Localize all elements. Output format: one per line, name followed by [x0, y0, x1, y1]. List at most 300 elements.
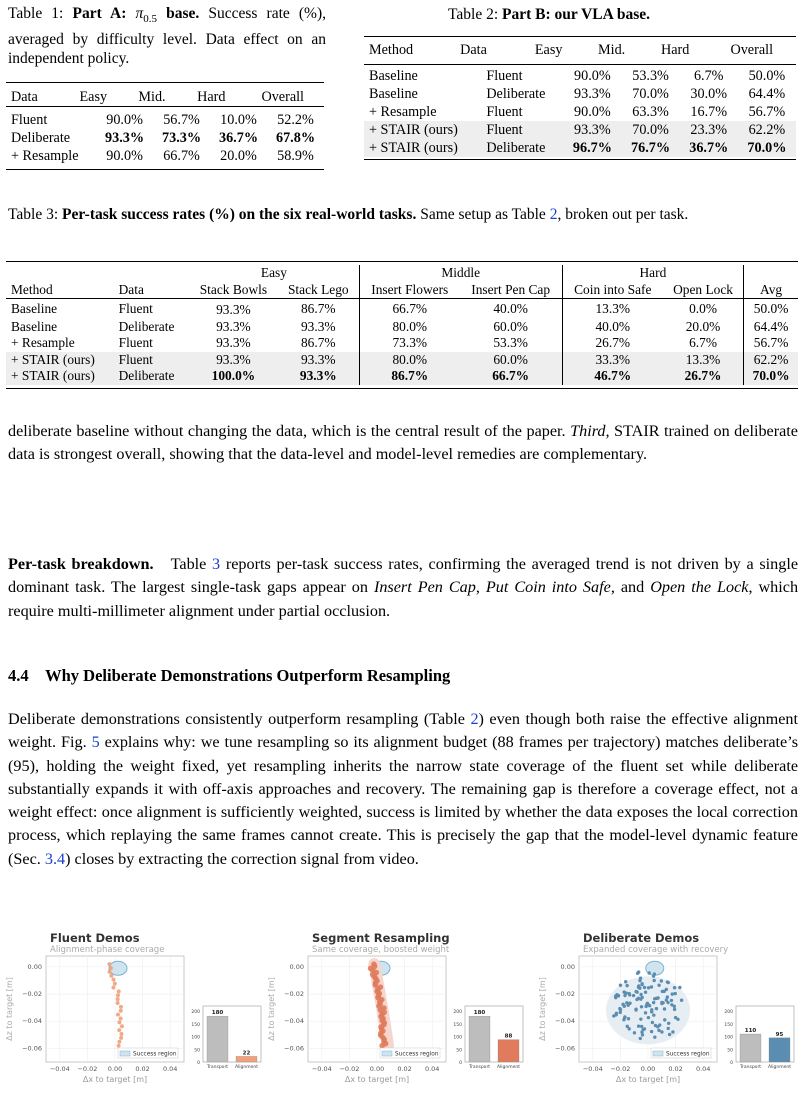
x-tick-label: 0.02	[397, 1065, 412, 1073]
bar-value-label: 88	[504, 1033, 513, 1040]
table2-cell: Deliberate	[486, 86, 546, 102]
scatter-point	[644, 1005, 647, 1008]
scatter-point	[116, 997, 120, 1001]
table3-group-header: Easy	[189, 265, 359, 282]
table3-cell: 86.7%	[359, 368, 459, 385]
scatter-point	[120, 1024, 124, 1028]
table3-cell: 40.0%	[595, 318, 631, 334]
scatter-point	[670, 999, 673, 1002]
table1-cell: 90.0%	[106, 112, 143, 128]
scatter-point	[109, 966, 113, 970]
table1-header-cell: Hard	[197, 89, 226, 105]
table1-header-cell: Data	[11, 89, 38, 105]
y-tick-label: 0.00	[27, 962, 42, 971]
table2-caption: Table 2: Part B: our VLA base.	[448, 6, 650, 23]
table2-header-cell: Method	[369, 42, 414, 58]
scatter-point	[641, 1033, 644, 1036]
scatter-point	[648, 971, 651, 974]
scatter-point	[671, 992, 674, 995]
table1-cell: 90.0%	[106, 148, 143, 164]
table3-cell: 66.7%	[460, 368, 562, 385]
scatter-point	[119, 1017, 123, 1021]
table3-cell: 100.0%	[189, 368, 278, 385]
table3-cell: 53.3%	[460, 335, 562, 352]
scatter-point	[678, 986, 681, 989]
table2-header-cell: Mid.	[598, 42, 626, 58]
scatter-point	[617, 994, 620, 997]
table-row	[6, 368, 798, 385]
bar	[769, 1038, 790, 1062]
x-tick-label: 0.04	[424, 1065, 440, 1073]
scatter-point	[663, 1018, 666, 1021]
scatter-point	[652, 979, 655, 982]
bar-y-tick-label: 0	[459, 1061, 462, 1066]
bar	[740, 1034, 761, 1062]
table1-cell: + Resample	[11, 148, 79, 164]
scatter-point	[655, 997, 658, 1000]
scatter-point	[635, 998, 638, 1001]
legend-label: Success region	[133, 1051, 177, 1058]
scatter-point	[657, 984, 660, 987]
table3-cell: 93.3%	[216, 302, 251, 317]
legend-label: Success region	[395, 1051, 439, 1058]
table3-cell: Fluent	[118, 300, 153, 316]
figure-panel	[538, 931, 794, 1084]
x-tick-label: −0.04	[49, 1065, 70, 1073]
scatter-point	[119, 1009, 123, 1013]
scatter-point	[117, 989, 121, 993]
x-tick-label: −0.02	[339, 1065, 360, 1073]
table2-cell: Fluent	[481, 121, 563, 139]
table3-cell: 0.0%	[663, 299, 744, 319]
table2-cell: + STAIR (ours)	[364, 121, 481, 139]
scatter-point	[655, 1007, 658, 1010]
table2-cell: Baseline	[369, 86, 418, 102]
bar	[207, 1016, 228, 1062]
x-tick-label: −0.02	[610, 1065, 631, 1073]
table-row	[364, 121, 796, 139]
scatter-point	[619, 984, 622, 987]
table-row	[6, 147, 324, 165]
bar	[498, 1040, 519, 1062]
scatter-point	[637, 970, 640, 973]
table3-cell: 13.3%	[663, 352, 744, 369]
scatter-point	[640, 1025, 643, 1028]
bar-category-label: Alignment	[767, 1065, 792, 1070]
table3-header-cell: Method	[11, 281, 53, 297]
table3-cell: 60.0%	[460, 352, 562, 369]
table1-header-cell: Mid.	[138, 89, 166, 105]
table2-cell: Fluent	[486, 104, 523, 120]
scatter-point	[628, 1002, 631, 1005]
table3-cell: 56.7%	[753, 335, 789, 350]
bar-y-tick-label: 50	[194, 1048, 200, 1054]
legend-swatch	[382, 1051, 392, 1056]
table3-cell: 80.0%	[392, 318, 428, 334]
scatter-point	[108, 970, 112, 974]
scatter-point	[644, 1011, 647, 1014]
bar-y-tick-label: 200	[453, 1010, 462, 1016]
table-row	[6, 299, 798, 319]
table3-cell: 20.0%	[663, 319, 744, 336]
table1-cell: 10.0%	[220, 112, 257, 128]
bar	[236, 1056, 257, 1062]
table1-cell: 52.2%	[277, 112, 314, 128]
table3-header-cell: Insert Flowers	[371, 281, 449, 297]
table3-cell: + STAIR (ours)	[6, 352, 114, 369]
table3-cell: + Resample	[11, 335, 75, 350]
table-row	[364, 139, 796, 157]
table3-header-cell: Coin into Safe	[574, 281, 652, 297]
scatter-point	[670, 1003, 673, 1006]
scatter-point	[673, 1008, 676, 1011]
scatter-point	[652, 1013, 655, 1016]
y-tick-label: −0.02	[555, 990, 575, 999]
legend-swatch	[653, 1051, 663, 1056]
table-row	[6, 352, 798, 369]
scatter-point	[633, 1031, 636, 1034]
table1-cell: Fluent	[11, 112, 48, 128]
scatter-point	[632, 994, 635, 997]
x-tick-label: −0.04	[311, 1065, 332, 1073]
table3	[6, 261, 798, 389]
scatter-point	[666, 980, 669, 983]
scatter-point	[674, 992, 677, 995]
table3-cell: 62.2%	[744, 352, 798, 369]
scatter-point	[647, 1016, 650, 1019]
table-row	[6, 111, 324, 129]
y-axis-label: Δz to target [m]	[538, 977, 547, 1041]
table1-header-cell: Easy	[79, 89, 108, 105]
table3-cell: Deliberate	[114, 368, 189, 385]
paragraph-results: deliberate baseline without changing the data, which is the central result of the paper. Third, STAIR trained on deliberate data is strongest overall, showing that the data-level and model-level remedies are complementary.	[8, 422, 798, 464]
scatter-point	[117, 1020, 121, 1024]
y-tick-label: −0.02	[284, 990, 304, 999]
table1-caption: Table 1: Part A: $\pi_{0.5}$ base. Success rate (%), averaged by difficulty level. Data effect on an independent policy.	[8, 5, 327, 68]
x-tick-label: 0.04	[695, 1065, 711, 1073]
x-axis-label: Δx to target [m]	[344, 1075, 410, 1084]
scatter-point	[107, 962, 111, 966]
x-axis-label: Δx to target [m]	[82, 1075, 148, 1084]
table-row	[364, 85, 796, 103]
y-axis-label: Δz to target [m]	[267, 977, 276, 1041]
table2-cell: 76.7%	[621, 139, 679, 157]
bar-y-tick-label: 50	[456, 1048, 462, 1054]
scatter-point	[622, 990, 625, 993]
table3-cell: + STAIR (ours)	[6, 368, 114, 385]
bar-value-label: 110	[744, 1028, 757, 1034]
y-tick-label: −0.06	[22, 1044, 42, 1053]
x-tick-label: 0.00	[369, 1065, 385, 1073]
table1-cell: 36.7%	[218, 130, 258, 146]
panel-subtitle: Expanded coverage with recovery	[583, 945, 729, 955]
table2-cell: 90.0%	[574, 68, 611, 84]
panel-subtitle: Same coverage, boosted weight	[312, 945, 450, 955]
y-tick-label: 0.00	[560, 962, 575, 971]
scatter-point	[627, 1017, 630, 1020]
table2-cell: 70.0%	[621, 121, 679, 139]
table2-cell: 30.0%	[690, 86, 728, 102]
scatter-point	[634, 990, 637, 993]
scatter-point	[651, 1021, 654, 1024]
y-axis-label: Δz to target [m]	[5, 977, 14, 1041]
scatter-point	[652, 1001, 655, 1004]
figure-coverage	[0, 928, 805, 1088]
scatter-point	[117, 1040, 121, 1044]
x-axis-label: Δx to target [m]	[615, 1075, 681, 1084]
panel-subtitle: Alignment-phase coverage	[50, 945, 165, 955]
y-tick-label: −0.06	[555, 1044, 575, 1053]
table2-cell: 63.3%	[632, 104, 669, 120]
table2-cell: 93.3%	[574, 86, 611, 102]
scatter-point	[660, 1030, 663, 1033]
table3-header-cell: Open Lock	[663, 282, 744, 299]
bar-value-label: 180	[211, 1010, 224, 1017]
scatter-point	[119, 1005, 123, 1009]
table3-cell: 50.0%	[753, 300, 789, 316]
table1-cell: 66.7%	[163, 148, 200, 164]
scatter-point	[656, 1025, 659, 1028]
table-row	[6, 319, 798, 336]
scatter-point	[625, 1001, 628, 1004]
table1-cell: 58.9%	[277, 148, 314, 164]
table2-cell: 62.2%	[738, 121, 796, 139]
table2-cell: 96.7%	[563, 139, 621, 157]
scatter-point	[625, 984, 628, 987]
scatter-point	[673, 986, 676, 989]
scatter-point	[676, 1018, 679, 1021]
scatter-point	[618, 1007, 621, 1010]
table3-cell: 93.3%	[278, 319, 360, 336]
table3-header-cell: Stack Lego	[278, 282, 360, 299]
scatter-point	[120, 1032, 124, 1036]
table3-cell: 6.7%	[663, 335, 744, 352]
bar	[469, 1016, 490, 1062]
scatter-point	[650, 1008, 653, 1011]
scatter-point	[640, 983, 643, 986]
bar-category-label: Alignment	[496, 1065, 521, 1070]
scatter-point	[640, 1005, 643, 1008]
table1-cell: 56.7%	[163, 112, 200, 128]
scatter-point	[665, 988, 668, 991]
scatter-point	[624, 980, 627, 983]
panel-title: Deliberate Demos	[583, 931, 700, 945]
table-row	[364, 67, 796, 85]
bar-y-tick-label: 150	[724, 1022, 733, 1028]
scatter-point	[634, 1008, 637, 1011]
table-row	[6, 335, 798, 352]
scatter-point	[626, 1025, 629, 1028]
bar-category-label: Transport	[206, 1065, 229, 1070]
table3-group-row	[6, 265, 798, 282]
bar-value-label: 180	[473, 1010, 486, 1017]
x-tick-label: 0.02	[135, 1065, 150, 1073]
scatter-point	[111, 985, 115, 989]
table2-cell: + STAIR (ours)	[364, 139, 481, 157]
bar-category-label: Transport	[739, 1065, 762, 1070]
scatter-point	[622, 1018, 625, 1021]
table3-group-header: Hard	[562, 265, 744, 282]
table2-cell: + Resample	[369, 104, 437, 120]
table2-cell: 6.7%	[693, 68, 724, 84]
table2-cell: 53.3%	[632, 68, 669, 84]
scatter-point	[113, 982, 117, 986]
table-row	[6, 129, 324, 147]
table3-header-cell: Insert Pen Cap	[460, 282, 562, 299]
table2-header-cell: Overall	[730, 42, 774, 58]
bar-y-tick-label: 150	[453, 1022, 462, 1028]
scatter-point	[666, 995, 669, 998]
bar-value-label: 95	[775, 1031, 784, 1038]
bar-y-tick-label: 0	[730, 1061, 733, 1066]
table1-header-cell: Overall	[261, 89, 304, 105]
bar-value-label: 22	[242, 1050, 251, 1057]
scatter-point	[653, 1035, 656, 1038]
table3-group-header: Middle	[359, 265, 562, 282]
scatter-point	[666, 1001, 669, 1004]
scatter-point	[117, 1028, 121, 1032]
table3-cell: Deliberate	[118, 318, 175, 334]
table2-cell: 70.0%	[632, 86, 669, 102]
scatter-point	[116, 1001, 120, 1005]
scatter-point	[639, 977, 642, 980]
scatter-point	[621, 1003, 624, 1006]
table2	[364, 36, 796, 160]
table1-cell: 67.8%	[275, 130, 315, 146]
table3-cell: 33.3%	[562, 352, 663, 369]
table2-cell: Deliberate	[481, 139, 563, 157]
table2-cell: Fluent	[486, 68, 523, 84]
scatter-point	[117, 1044, 121, 1048]
scatter-point	[647, 986, 650, 989]
scatter-point	[650, 985, 653, 988]
table3-cell: 86.7%	[278, 335, 360, 352]
table3-cell: 80.0%	[359, 352, 459, 369]
scatter-point	[119, 1036, 123, 1040]
scatter-point	[116, 993, 120, 997]
bar-y-tick-label: 150	[191, 1022, 200, 1028]
table2-header-cell: Easy	[534, 42, 563, 58]
scatter-point	[680, 999, 683, 1002]
table3-cell: 40.0%	[460, 299, 562, 319]
scatter-point	[652, 974, 655, 977]
scatter-point	[109, 974, 113, 978]
scatter-point	[660, 979, 663, 982]
scatter-point	[614, 994, 617, 997]
table2-cell: 36.7%	[680, 139, 738, 157]
table3-cell: 93.3%	[278, 368, 360, 385]
table3-cell: 93.3%	[189, 352, 278, 369]
x-tick-label: 0.02	[668, 1065, 683, 1073]
x-tick-label: −0.04	[582, 1065, 603, 1073]
table1-cell: 73.3%	[162, 130, 202, 146]
x-tick-label: 0.00	[107, 1065, 123, 1073]
table3-cell: Fluent	[114, 352, 189, 369]
table2-cell: Baseline	[369, 68, 418, 84]
scatter-point	[637, 1024, 640, 1027]
scatter-point	[671, 1030, 674, 1033]
scatter-point	[116, 1013, 120, 1017]
table3-header-cell: Stack Bowls	[199, 281, 268, 297]
scatter-point	[638, 987, 641, 990]
table1	[6, 82, 324, 170]
table2-cell: 64.4%	[748, 86, 786, 102]
y-tick-label: 0.00	[289, 962, 304, 971]
bar-category-label: Alignment	[234, 1065, 259, 1070]
table1-cell: Deliberate	[11, 130, 71, 146]
scatter-point	[663, 1007, 666, 1010]
bar-y-tick-label: 0	[197, 1061, 200, 1066]
table1-cell: 20.0%	[220, 148, 257, 164]
figure-coverage-svg	[0, 928, 805, 1088]
y-tick-label: −0.06	[284, 1044, 304, 1053]
y-tick-label: −0.04	[22, 1017, 42, 1026]
table3-cell: 64.4%	[753, 318, 789, 334]
table3-cell: 13.3%	[595, 300, 631, 316]
y-tick-label: −0.04	[284, 1017, 304, 1026]
table3-cell: 26.7%	[663, 368, 744, 385]
scatter-point	[643, 1027, 646, 1030]
table2-cell: 70.0%	[738, 139, 796, 157]
table2-header-cell: Data	[460, 42, 487, 58]
table3-cell: 66.7%	[392, 300, 428, 316]
table2-header-cell: Hard	[661, 42, 690, 58]
table2-cell: 50.0%	[748, 68, 786, 84]
x-tick-label: 0.04	[162, 1065, 178, 1073]
scatter-point	[644, 990, 647, 993]
table3-cell: 46.7%	[562, 368, 663, 385]
table3-caption: Table 3: Per-task success rates (%) on the six real-world tasks. Same setup as Table 2, broken out per task.	[8, 206, 689, 223]
scatter-point	[612, 1014, 615, 1017]
scatter-point	[660, 1002, 663, 1005]
table2-cell: 23.3%	[680, 121, 738, 139]
paragraph-per-task: Per-task breakdown. Table 3 reports per-task success rates, confirming the averaged trend is not driven by a single dominant task. The largest single-task gaps appear on Insert Pen Cap, Put Coin into Safe, and Open the Lock, which require multi-millimeter alignment under partial occlusion.	[8, 555, 799, 620]
table3-cell: 26.7%	[595, 335, 631, 350]
scatter-point	[641, 996, 644, 999]
table3-header-cell: Data	[118, 281, 144, 297]
y-tick-label: −0.04	[555, 1017, 575, 1026]
scatter-point	[379, 1043, 385, 1049]
scatter-point	[112, 978, 116, 982]
table2-cell: 56.7%	[748, 104, 786, 120]
bar-category-label: Transport	[468, 1065, 491, 1070]
paragraph-coverage: Deliberate demonstrations consistently outperform resampling (Table 2) even though both raise the effective alignment weight. Fig. 5 explains why: we tune resampling so its alignment budget (88 frames per trajectory) matches deliberate’s (95), holding the weight fixed, yet resampling inherits the narrow state coverage of the fluent set while deliberate substantially expands it with off-axis approaches and recovery. The remaining gap is therefore a coverage effect, not a weight effect: once alignment is sufficiently weighted, success is limited by whether the data exposes the local correction process, which replaying the same frames cannot create. This is precisely the gap that the model-level dynamic feature (Sec. 3.4) closes by extracting the correction signal from video.	[8, 710, 799, 868]
panel-title: Fluent Demos	[50, 931, 140, 945]
table3-cell: 93.3%	[216, 318, 251, 334]
table3-cell: 60.0%	[460, 319, 562, 336]
bar-y-tick-label: 100	[724, 1035, 733, 1041]
scatter-point	[639, 1037, 642, 1040]
scatter-point	[650, 1030, 653, 1033]
table3-cell: 93.3%	[216, 335, 251, 350]
table-row	[364, 103, 796, 121]
scatter-point	[667, 1022, 670, 1025]
table3-cell: 93.3%	[278, 352, 360, 369]
scatter-point	[639, 1017, 642, 1020]
scatter-point	[667, 1027, 670, 1030]
scatter-point	[668, 1033, 671, 1036]
scatter-point	[639, 993, 642, 996]
table3-cell: 86.7%	[278, 299, 360, 319]
bar-y-tick-label: 50	[727, 1048, 733, 1054]
panel-title: Segment Resampling	[312, 931, 450, 945]
scatter-point	[627, 992, 630, 995]
bar-y-tick-label: 200	[724, 1010, 733, 1016]
table3-cell: 73.3%	[392, 335, 428, 350]
legend-swatch	[120, 1051, 130, 1056]
bar-y-tick-label: 200	[191, 1010, 200, 1016]
table3-cell: 70.0%	[744, 368, 798, 385]
